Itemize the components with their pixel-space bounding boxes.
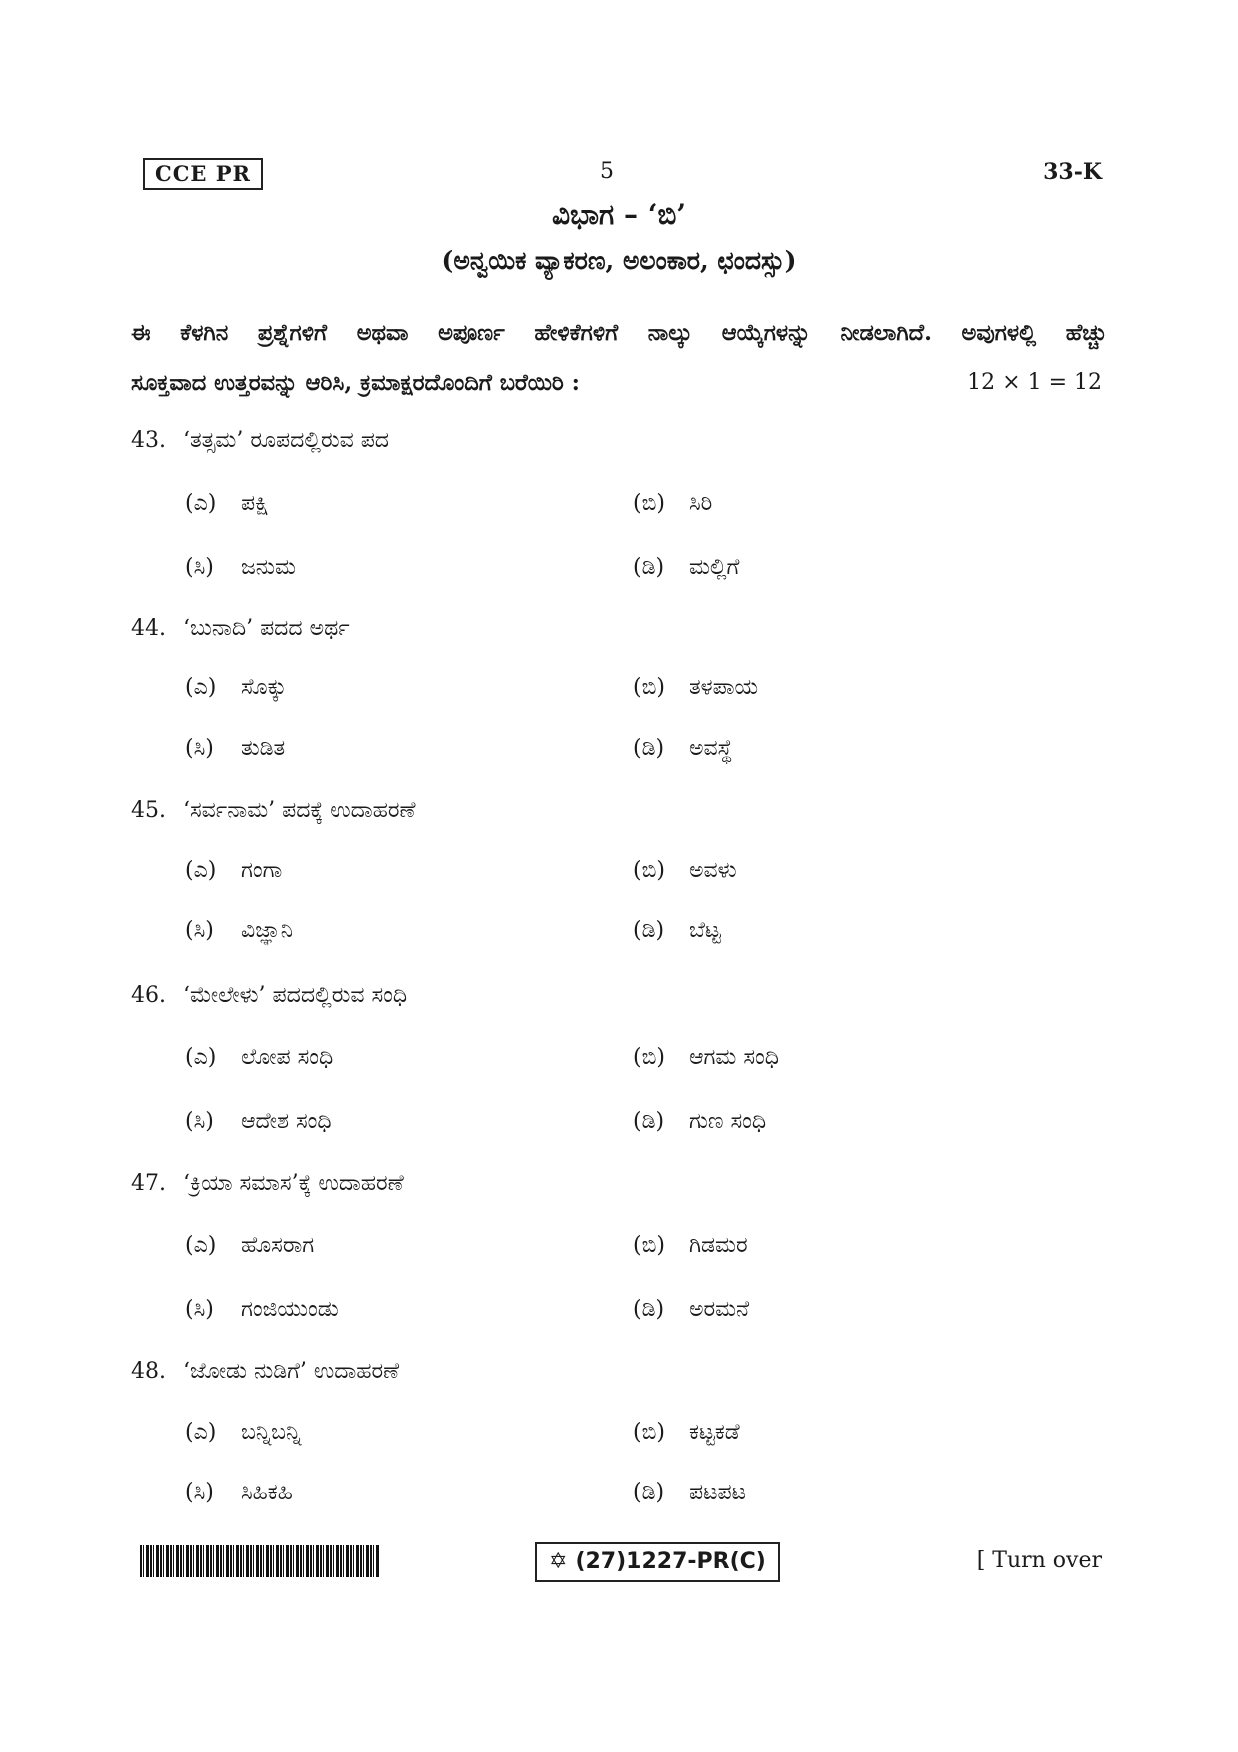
option-text: ಆದೇಶ ಸಂಧಿ [241, 1109, 332, 1134]
option-text: ಪಟಪಟ [689, 1480, 746, 1505]
option-d [633, 1292, 749, 1328]
option-text: ವಿಜ್ಞಾನಿ [241, 918, 294, 943]
option-b [633, 670, 758, 706]
header-code-box: CCE PR [143, 158, 263, 190]
question-48 [131, 1355, 399, 1389]
instructions-line-2: ಸೂಕ್ತವಾದ ಉತ್ತರವನ್ನು ಆರಿಸಿ, ಕ್ರಮಾಕ್ಷರದೊಂದಿಗೆ ಬರೆಯಿರಿ : [131, 370, 580, 396]
option-c [185, 1292, 339, 1328]
question-number: 43. [131, 428, 166, 453]
question-number: 47. [131, 1171, 166, 1196]
option-label: (ಡಿ) [633, 736, 665, 761]
option-label: (ಬಿ) [633, 1420, 665, 1445]
option-label: (ಬಿ) [633, 858, 665, 883]
option-label: (ಡಿ) [633, 1109, 665, 1134]
option-label: (ಬಿ) [633, 1045, 665, 1070]
option-text: ಮಲ್ಲಿಗೆ [689, 555, 740, 580]
question-44 [131, 612, 350, 646]
option-label: (ಸಿ) [185, 555, 214, 580]
option-label: (ಡಿ) [633, 1480, 665, 1505]
option-a [185, 670, 287, 706]
option-text: ಬೆಟ್ಟ [689, 918, 721, 943]
section-title: ವಿಭಾಗ – ‘ಬಿ’ [551, 198, 687, 231]
star-of-david-icon: ✡ [549, 1549, 568, 1574]
option-label: (ಬಿ) [633, 1233, 665, 1258]
option-d [633, 1104, 766, 1140]
option-a [185, 853, 282, 889]
option-text: ಲೋಪ ಸಂಧಿ [241, 1045, 334, 1070]
option-text: ಸಿಹಿಕಹಿ [241, 1480, 293, 1505]
option-label: (ಡಿ) [633, 918, 665, 943]
footer-code: (27)1227-PR(C) [575, 1549, 766, 1574]
question-46 [131, 979, 407, 1013]
option-text: ಹೊಸರಾಗ [241, 1233, 315, 1258]
question-number: 44. [131, 616, 166, 641]
option-d [633, 550, 739, 586]
footer-code-box [535, 1542, 780, 1582]
option-b [633, 1228, 748, 1264]
option-a [185, 486, 269, 522]
option-c [185, 731, 285, 767]
option-a [185, 1415, 301, 1451]
option-text: ತಳಪಾಯ [689, 675, 759, 700]
option-text: ಗುಣ ಸಂಧಿ [689, 1109, 767, 1134]
option-text: ಅವಸ್ಥೆ [689, 736, 733, 761]
option-label: (ಸಿ) [185, 736, 214, 761]
option-d [633, 731, 732, 767]
paper-code: 33-K [1043, 159, 1102, 185]
option-text: ಸೊಕ್ಕು [241, 675, 287, 700]
option-label: (ಸಿ) [185, 1297, 214, 1322]
option-text: ಸಿರಿ [689, 491, 713, 516]
option-text: ಗಂಜಿಯುಂಡು [241, 1297, 339, 1322]
option-b [633, 486, 712, 522]
option-a [185, 1040, 333, 1076]
option-b [633, 1415, 740, 1451]
option-label: (ಎ) [185, 1045, 217, 1070]
option-b [633, 1040, 779, 1076]
option-label: (ಸಿ) [185, 1109, 214, 1134]
option-text: ಗಿಡಮರ [689, 1233, 748, 1258]
question-text: ‘ತತ್ಸಮ’ ರೂಪದಲ್ಲಿರುವ ಪದ [183, 428, 390, 453]
option-label: (ಎ) [185, 1420, 217, 1445]
question-43 [131, 424, 389, 458]
option-b [633, 853, 737, 889]
option-text: ಕಟ್ಟಕಡೆ [689, 1420, 740, 1445]
option-text: ಜನುಮ [241, 555, 296, 580]
option-label: (ಎ) [185, 491, 217, 516]
question-45 [131, 794, 416, 828]
option-c [185, 913, 293, 949]
option-label: (ಎ) [185, 858, 217, 883]
section-subtitle: (ಅನ್ವಯಿಕ ವ್ಯಾಕರಣ, ಅಲಂಕಾರ, ಛಂದಸ್ಸು) [441, 246, 797, 275]
question-text: ‘ಬುನಾದಿ’ ಪದದ ಅರ್ಥ [183, 616, 350, 641]
option-text: ಅವಳು [689, 858, 737, 883]
option-label: (ಸಿ) [185, 1480, 214, 1505]
option-label: (ಎ) [185, 1233, 217, 1258]
option-d [633, 1475, 746, 1511]
question-47 [131, 1167, 404, 1201]
option-label: (ಬಿ) [633, 491, 665, 516]
option-c [185, 1475, 293, 1511]
option-text: ಬನ್ನಿಬನ್ನಿ [241, 1420, 302, 1445]
question-text: ‘ಸರ್ವನಾಮ’ ಪದಕ್ಕೆ ಉದಾಹರಣೆ [183, 798, 416, 823]
option-text: ಗಂಗಾ [241, 858, 283, 883]
barcode-icon [140, 1545, 380, 1577]
question-text: ‘ಮೇಲೇಳು’ ಪದದಲ್ಲಿರುವ ಸಂಧಿ [183, 983, 408, 1008]
option-label: (ಡಿ) [633, 555, 665, 580]
option-text: ಆಗಮ ಸಂಧಿ [689, 1045, 779, 1070]
question-text: ‘ಕ್ರಿಯಾ ಸಮಾಸ’ಕ್ಕೆ ಉದಾಹರಣೆ [183, 1171, 404, 1196]
option-label: (ಬಿ) [633, 675, 665, 700]
question-text: ‘ಜೋಡು ನುಡಿಗೆ’ ಉದಾಹರಣೆ [183, 1359, 400, 1384]
option-c [185, 1104, 332, 1140]
turn-over-note: [ Turn over [976, 1548, 1102, 1573]
question-number: 48. [131, 1359, 166, 1384]
page-number: 5 [600, 159, 614, 184]
option-label: (ಡಿ) [633, 1297, 665, 1322]
question-number: 46. [131, 983, 166, 1008]
instructions-line-1: ಈ ಕೆಳಗಿನ ಪ್ರಶ್ನೆಗಳಿಗೆ ಅಥವಾ ಅಪೂರ್ಣ ಹೇಳಿಕೆಗಳಿಗೆ ನಾಲ್ಕು ಆಯ್ಕೆಗಳನ್ನು ನೀಡಲಾಗಿದೆ. ಅವುಗಳಲ್ಲಿ ಹೆಚ್ಚು [131, 320, 1107, 346]
option-text: ಅರಮನೆ [689, 1297, 750, 1322]
option-text: ಪಕ್ಷಿ [241, 491, 269, 516]
option-text: ತುಡಿತ [241, 736, 286, 761]
option-a [185, 1228, 314, 1264]
option-c [185, 550, 296, 586]
option-label: (ಎ) [185, 675, 217, 700]
marks-allocation: 12 × 1 = 12 [967, 370, 1102, 395]
option-d [633, 913, 721, 949]
option-label: (ಸಿ) [185, 918, 214, 943]
question-number: 45. [131, 798, 166, 823]
